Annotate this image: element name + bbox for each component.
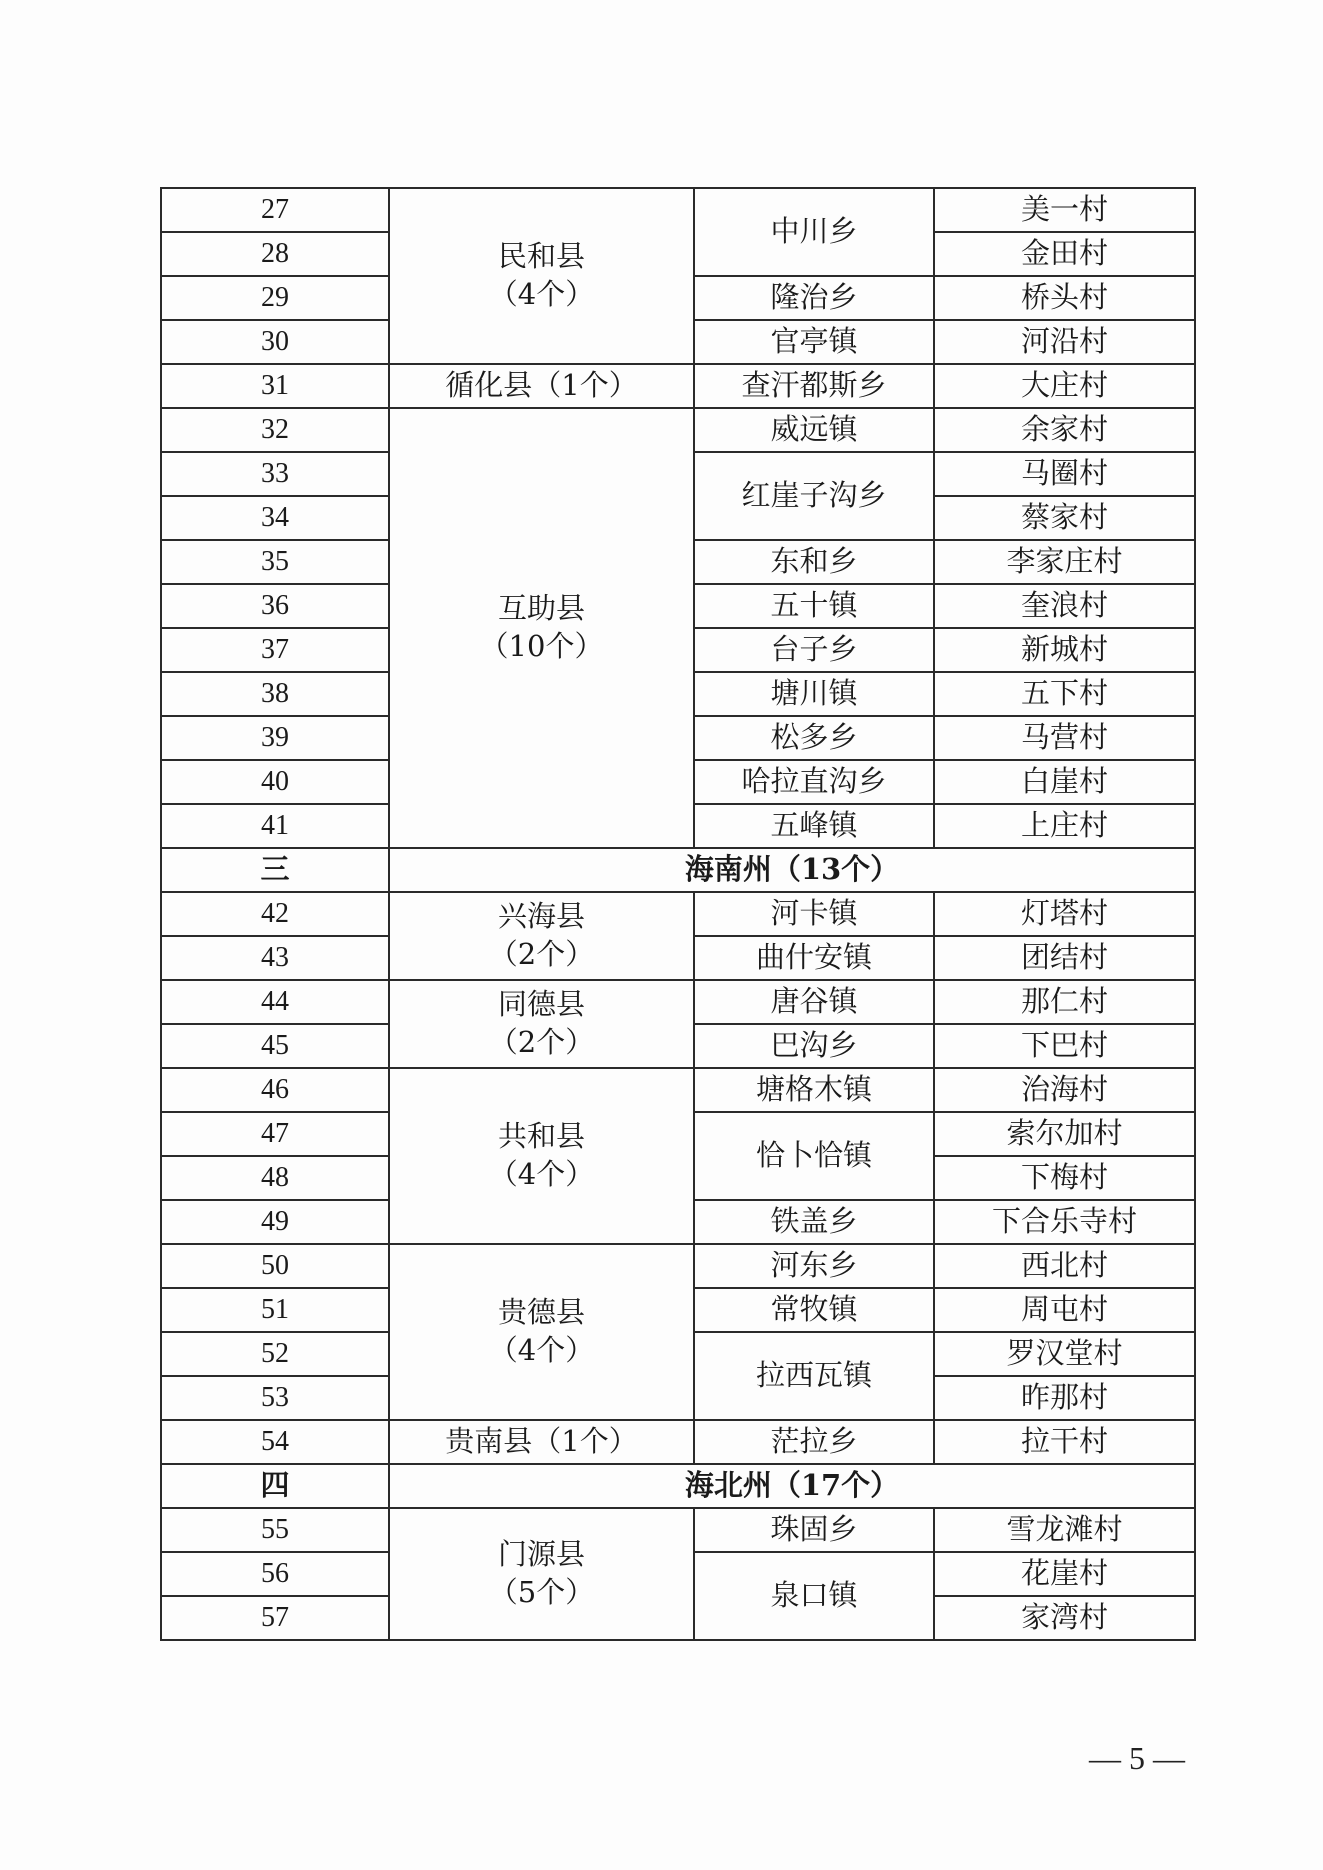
row-number: 39 [161,716,389,760]
row-number: 31 [161,364,389,408]
town-cell: 中川乡 [694,188,934,276]
row-number: 44 [161,980,389,1024]
row-number: 40 [161,760,389,804]
town-cell: 威远镇 [694,408,934,452]
table-row [161,1244,1195,1288]
town-cell: 松多乡 [694,716,934,760]
table-row [161,408,1195,452]
row-number: 50 [161,1244,389,1288]
section-title: 海南州（13个） [389,848,1195,892]
town-cell: 茫拉乡 [694,1420,934,1464]
town-cell: 五十镇 [694,584,934,628]
row-number: 43 [161,936,389,980]
village-cell: 李家庄村 [934,540,1195,584]
village-cell: 河沿村 [934,320,1195,364]
county-name: 贵德县 [497,1295,585,1330]
village-cell: 大庄村 [934,364,1195,408]
county-cell: 贵南县（1个） [389,1420,694,1464]
table-row [161,188,1195,232]
county-cell [389,892,694,980]
village-cell: 新城村 [934,628,1195,672]
town-cell: 塘川镇 [694,672,934,716]
county-cell [389,408,694,848]
village-cell: 拉干村 [934,1420,1195,1464]
row-number: 42 [161,892,389,936]
county-name: 门源县 [497,1537,585,1572]
row-number: 34 [161,496,389,540]
county-cell [389,1508,694,1640]
village-cell: 罗汉堂村 [934,1332,1195,1376]
row-number: 41 [161,804,389,848]
village-cell: 马营村 [934,716,1195,760]
row-number: 54 [161,1420,389,1464]
row-number: 53 [161,1376,389,1420]
county-cell [389,188,694,364]
table-row [161,892,1195,936]
village-cell: 美一村 [934,188,1195,232]
town-cell: 巴沟乡 [694,1024,934,1068]
village-cell: 桥头村 [934,276,1195,320]
row-number: 38 [161,672,389,716]
town-cell: 红崖子沟乡 [694,452,934,540]
section-title: 海北州（17个） [389,1464,1195,1508]
village-cell: 白崖村 [934,760,1195,804]
page-number: — 5 — [1089,1740,1185,1776]
county-name: 同德县 [497,987,585,1022]
town-cell: 河东乡 [694,1244,934,1288]
town-cell: 官亭镇 [694,320,934,364]
row-number: 52 [161,1332,389,1376]
row-number: 47 [161,1112,389,1156]
table-row [161,1508,1195,1552]
village-cell: 西北村 [934,1244,1195,1288]
county-name: 共和县 [497,1119,585,1154]
county-count: （4个） [488,277,595,311]
village-list-table [160,187,1196,1641]
county-name: 兴海县 [497,899,585,934]
row-number: 46 [161,1068,389,1112]
section-number: 三 [161,848,389,892]
table-row [161,980,1195,1024]
village-cell: 灯塔村 [934,892,1195,936]
village-cell: 雪龙滩村 [934,1508,1195,1552]
town-cell: 曲什安镇 [694,936,934,980]
town-cell: 铁盖乡 [694,1200,934,1244]
county-count: （4个） [488,1157,595,1191]
county-cell [389,1068,694,1244]
table-row [161,364,1195,408]
village-cell: 那仁村 [934,980,1195,1024]
town-cell: 隆治乡 [694,276,934,320]
table-row [161,1420,1195,1464]
county-count: （10个） [479,629,604,663]
county-count: （2个） [488,937,595,971]
row-number: 27 [161,188,389,232]
county-name: 互助县 [497,591,585,626]
county-name: 民和县 [497,239,585,274]
village-cell: 家湾村 [934,1596,1195,1640]
row-number: 56 [161,1552,389,1596]
village-cell: 金田村 [934,232,1195,276]
row-number: 32 [161,408,389,452]
table-row [161,1068,1195,1112]
county-count: （4个） [488,1333,595,1367]
town-cell: 河卡镇 [694,892,934,936]
row-number: 29 [161,276,389,320]
section-row [161,1464,1195,1508]
row-number: 51 [161,1288,389,1332]
row-number: 48 [161,1156,389,1200]
town-cell: 哈拉直沟乡 [694,760,934,804]
village-cell: 周屯村 [934,1288,1195,1332]
county-count: （5个） [488,1575,595,1609]
county-cell: 循化县（1个） [389,364,694,408]
town-cell: 塘格木镇 [694,1068,934,1112]
town-cell: 常牧镇 [694,1288,934,1332]
town-cell: 东和乡 [694,540,934,584]
village-cell: 索尔加村 [934,1112,1195,1156]
county-cell [389,980,694,1068]
row-number: 28 [161,232,389,276]
village-cell: 马圈村 [934,452,1195,496]
row-number: 30 [161,320,389,364]
village-cell: 下合乐寺村 [934,1200,1195,1244]
village-cell: 余家村 [934,408,1195,452]
town-cell: 珠固乡 [694,1508,934,1552]
town-cell: 五峰镇 [694,804,934,848]
row-number: 36 [161,584,389,628]
town-cell: 唐谷镇 [694,980,934,1024]
village-cell: 花崖村 [934,1552,1195,1596]
village-cell: 上庄村 [934,804,1195,848]
village-cell: 昨那村 [934,1376,1195,1420]
town-cell: 台子乡 [694,628,934,672]
row-number: 33 [161,452,389,496]
town-cell: 拉西瓦镇 [694,1332,934,1420]
row-number: 45 [161,1024,389,1068]
row-number: 37 [161,628,389,672]
village-cell: 下梅村 [934,1156,1195,1200]
row-number: 57 [161,1596,389,1640]
village-cell: 五下村 [934,672,1195,716]
town-cell: 查汗都斯乡 [694,364,934,408]
village-cell: 治海村 [934,1068,1195,1112]
row-number: 35 [161,540,389,584]
town-cell: 泉口镇 [694,1552,934,1640]
town-cell: 恰卜恰镇 [694,1112,934,1200]
village-cell: 奎浪村 [934,584,1195,628]
row-number: 55 [161,1508,389,1552]
county-count: （2个） [488,1025,595,1059]
village-cell: 下巴村 [934,1024,1195,1068]
section-number: 四 [161,1464,389,1508]
section-row [161,848,1195,892]
row-number: 49 [161,1200,389,1244]
county-cell [389,1244,694,1420]
village-cell: 团结村 [934,936,1195,980]
village-cell: 蔡家村 [934,496,1195,540]
